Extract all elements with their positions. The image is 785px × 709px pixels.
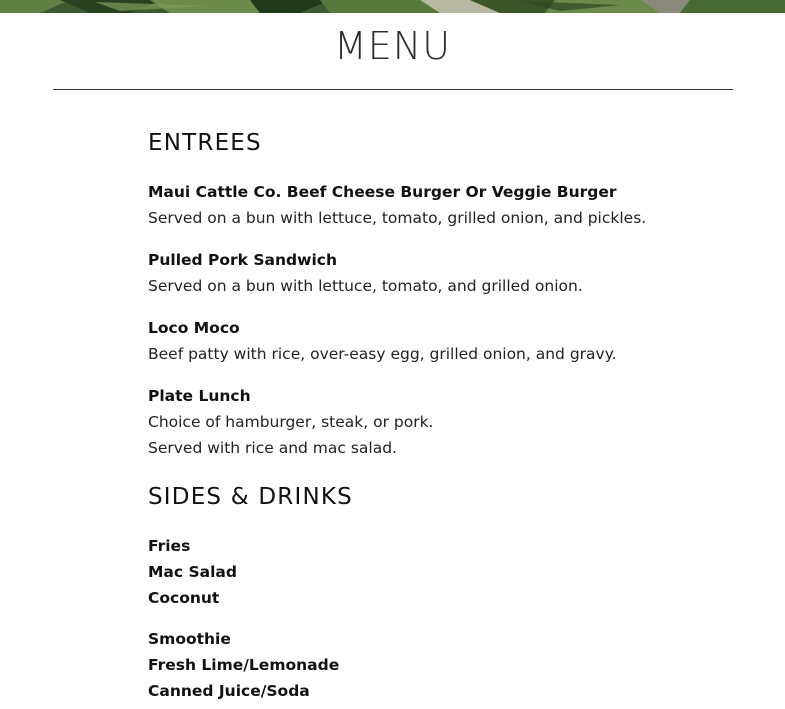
sides-drinks-list bbox=[148, 533, 708, 704]
menu-item-description: Choice of hamburger, steak, or pork. bbox=[148, 413, 434, 431]
side-item: Coconut bbox=[148, 589, 220, 607]
drink-item: Canned Juice/Soda bbox=[148, 682, 310, 700]
menu-item-name: Loco Moco bbox=[148, 319, 240, 337]
drinks-group bbox=[148, 626, 708, 704]
sides-drinks-heading: SIDES & DRINKS bbox=[148, 484, 353, 510]
menu-item-description: Served on a bun with lettuce, tomato, grilled onion, and pickles. bbox=[148, 209, 647, 227]
tropical-leaves-banner bbox=[0, 0, 785, 13]
sides-group bbox=[148, 533, 708, 611]
menu-item-name: Maui Cattle Co. Beef Cheese Burger Or Veggie Burger bbox=[148, 183, 617, 201]
menu-item-description: Beef patty with rice, over-easy egg, grilled onion, and gravy. bbox=[148, 345, 617, 363]
menu-item-name: Plate Lunch bbox=[148, 387, 251, 405]
title-divider bbox=[53, 89, 733, 90]
entrees-heading: ENTREES bbox=[148, 130, 262, 156]
menu-item-description: Served on a bun with lettuce, tomato, and grilled onion. bbox=[148, 277, 583, 295]
drink-item: Fresh Lime/Lemonade bbox=[148, 656, 340, 674]
side-item: Fries bbox=[148, 537, 191, 555]
menu-item bbox=[148, 315, 708, 367]
side-item: Mac Salad bbox=[148, 563, 237, 581]
menu-item-name: Pulled Pork Sandwich bbox=[148, 251, 337, 269]
menu-item bbox=[148, 247, 708, 299]
menu-item-description: Served with rice and mac salad. bbox=[148, 439, 397, 457]
page-title: MENU bbox=[333, 24, 452, 68]
entrees-list bbox=[148, 179, 708, 461]
menu-item bbox=[148, 179, 708, 231]
menu-content bbox=[148, 127, 708, 709]
drink-item: Smoothie bbox=[148, 630, 231, 648]
menu-item bbox=[148, 383, 708, 461]
